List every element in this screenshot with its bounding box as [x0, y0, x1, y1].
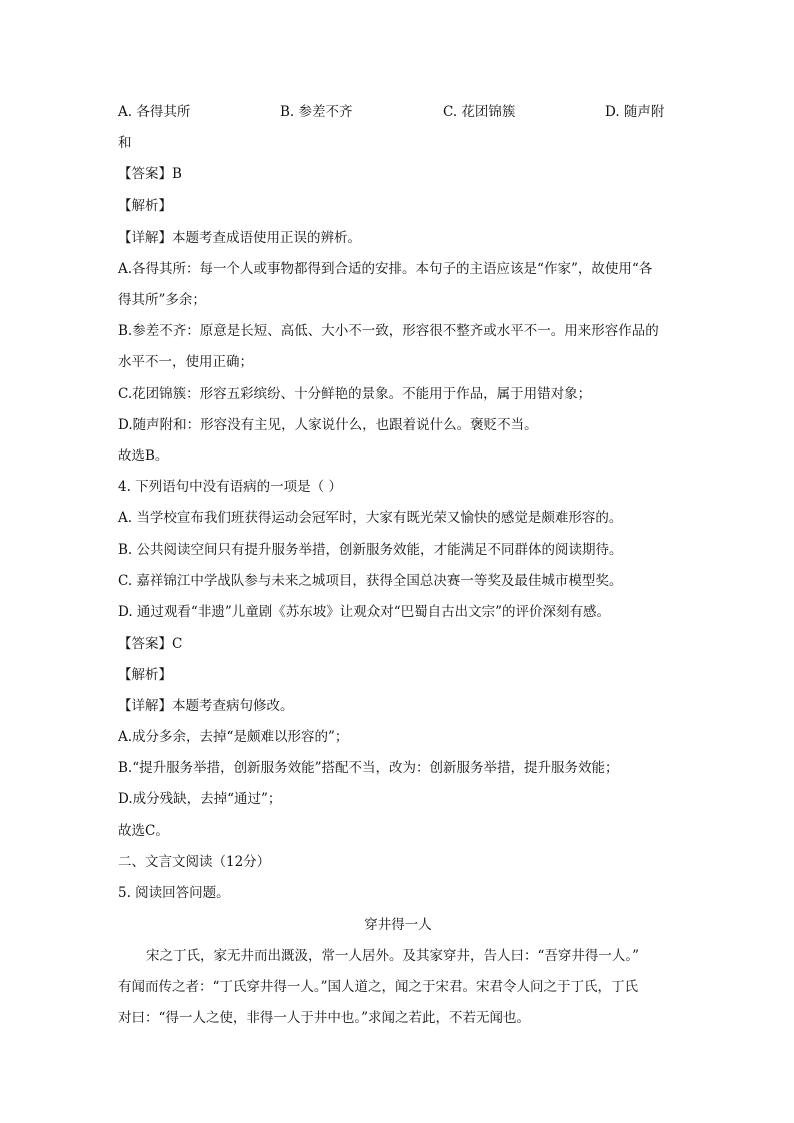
q3-option-b: B. 参差不齐 — [280, 104, 353, 120]
q3-option-a: A. 各得其所 — [118, 104, 191, 120]
passage-line: 宋之丁氏，家无井而出溉汲，常一人居外。及其家穿井，告人曰：“吾穿井得一人。” — [146, 948, 640, 964]
q3-option-c: C. 花团锦簇 — [443, 104, 516, 120]
q3-detail: 【详解】本题考查成语使用正误的辨析。 — [118, 230, 361, 246]
passage-line: 有闻而传之者：“丁氏穿井得一人。”国人道之，闻之于宋君。宋君令人问之于丁氏，丁氏 — [118, 979, 639, 995]
q3-option-d: D. 随声附 — [605, 104, 665, 120]
q3-option-d-wrap: 和 — [118, 135, 132, 151]
q4-option-b: B. 公共阅读空间只有提升服务举措，创新服务效能，才能满足不同群体的阅读期待。 — [118, 542, 623, 558]
q4-detail: 【详解】本题考查病句修改。 — [118, 698, 294, 714]
q4-conclusion: 故选C。 — [118, 823, 169, 839]
passage-line: 对曰：“得一人之使，非得一人于井中也。”求闻之若此，不若无闻也。 — [118, 1010, 531, 1026]
q3-analysis-line: A.各得其所：每一个人或事物都得到合适的安排。本句子的主语应该是“作家”，故使用“各 — [118, 261, 653, 277]
q4-answer: 【答案】C — [118, 636, 183, 652]
q4-option-d: D. 通过观看“非遗”儿童剧《苏东坡》让观众对“巴蜀自古出文宗”的评价深刻有感。 — [118, 604, 611, 620]
q4-analysis-line: D.成分残缺，去掉“通过”； — [118, 791, 282, 807]
q4-analysis-line: A.成分多余，去掉“是颇难以形容的”； — [118, 729, 349, 745]
section-heading: 二、文言文阅读（12分） — [118, 854, 271, 870]
q3-analysis-line: D.随声附和：形容没有主见，人家说什么，也跟着说什么。褒贬不当。 — [118, 417, 538, 433]
passage-title: 穿井得一人 — [364, 917, 432, 933]
q3-analysis-line: B.参差不齐：原意是长短、高低、大小不一致，形容很不整齐或水平不一。用来形容作品的 — [118, 323, 659, 339]
q3-analysis-label: 【解析】 — [118, 198, 172, 214]
q3-analysis-line: 得其所”多余； — [118, 292, 206, 308]
q3-analysis-line: 水平不一，使用正确； — [118, 354, 253, 370]
q3-analysis-line: C.花团锦簇：形容五彩缤纷、十分鲜艳的景象。不能用于作品，属于用错对象； — [118, 386, 592, 402]
q3-answer: 【答案】B — [118, 166, 182, 182]
q4-analysis-label: 【解析】 — [118, 667, 172, 683]
q5-stem: 5. 阅读回答问题。 — [118, 885, 230, 901]
q3-conclusion: 故选B。 — [118, 448, 169, 464]
q4-option-a: A. 当学校宣布我们班获得运动会冠军时，大家有既光荣又愉快的感觉是颇难形容的。 — [118, 510, 623, 526]
q4-stem: 4. 下列语句中没有语病的一项是（ ） — [118, 479, 342, 495]
q4-option-c: C. 嘉祥锦江中学战队参与未来之城项目，获得全国总决赛一等奖及最佳城市模型奖。 — [118, 573, 623, 589]
q4-analysis-line: B.“提升服务举措，创新服务效能”搭配不当，改为：创新服务举措，提升服务效能； — [118, 760, 619, 776]
